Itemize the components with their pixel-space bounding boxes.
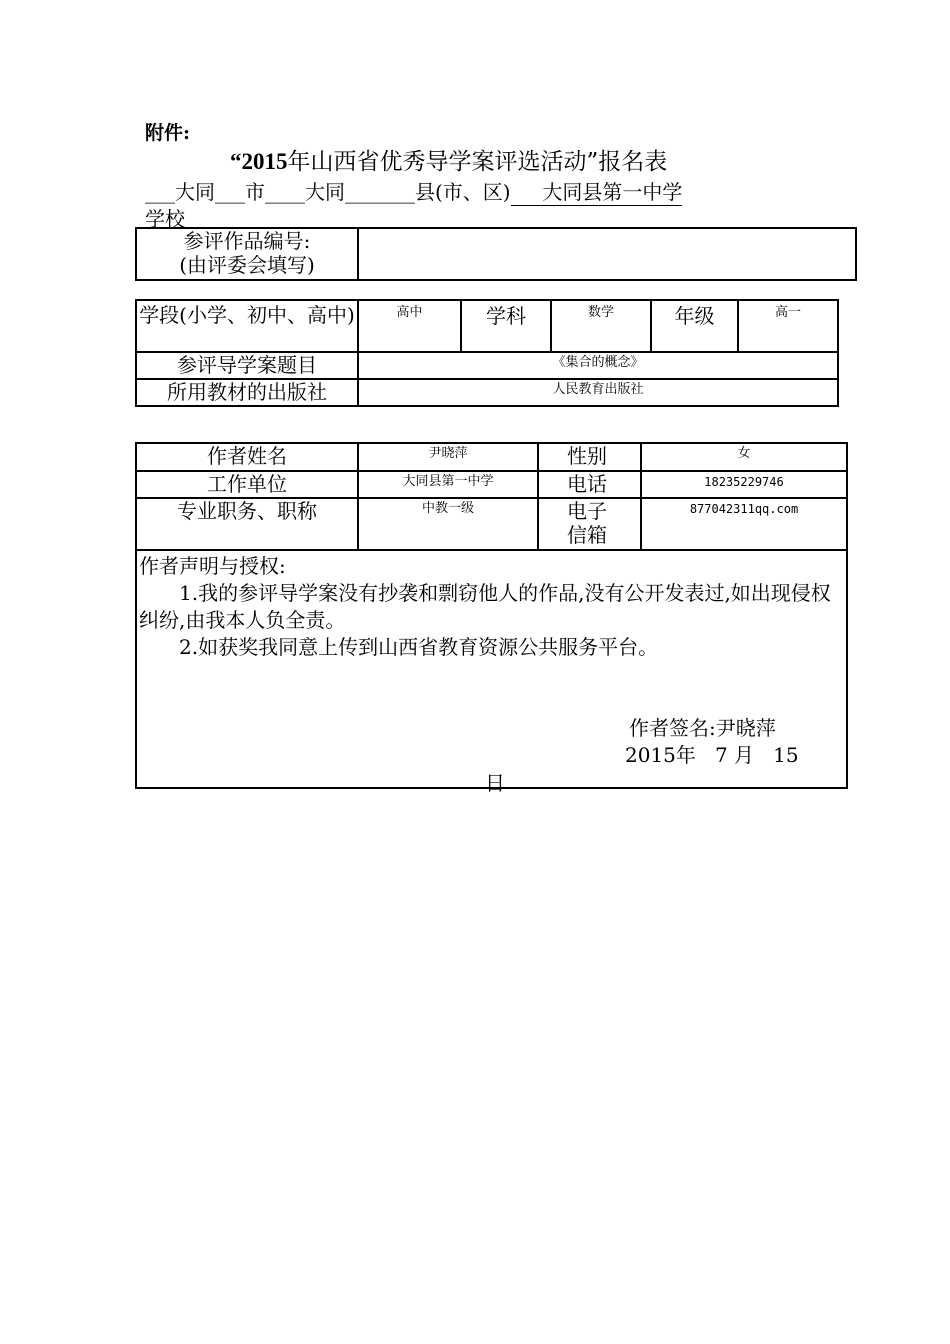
grade-label: 年级 — [651, 300, 738, 352]
phone-value: 18235229746 — [641, 471, 847, 498]
job-title-label: 专业职务、职称 — [136, 498, 358, 550]
topic-label: 参评导学案题目 — [136, 352, 358, 379]
title-year: “2015 — [230, 149, 288, 174]
school-suffix: 学校 — [145, 207, 185, 231]
email-label-text: 电子信箱 — [567, 499, 607, 547]
entry-number-label-line1: 参评作品编号: — [183, 229, 311, 253]
page-title — [230, 143, 667, 176]
work-unit-value: 大同县第一中学 — [358, 471, 538, 498]
signature-date-day: 日 — [485, 771, 505, 795]
topic-value: 《集合的概念》 — [358, 352, 838, 379]
course-info-table — [135, 299, 839, 407]
declaration-item-1: 1.我的参评导学案没有抄袭和剽窃他人的作品,没有公开发表过,如出现侵权纠纷,由我本人负全责。 — [139, 581, 831, 632]
email-value: 877042311qq.com — [641, 498, 847, 550]
subject-value: 数学 — [551, 300, 651, 352]
signature-date: 2015年 7 月 15 — [625, 743, 799, 767]
job-title-value: 中教一级 — [358, 498, 538, 550]
declaration — [137, 551, 846, 795]
stage-label: 学段(小学、初中、高中) — [136, 300, 358, 352]
email-label — [538, 498, 641, 550]
grade-value: 高一 — [738, 300, 838, 352]
county-name: 大同 — [305, 180, 345, 204]
school-name: 大同县第一中学 — [542, 180, 683, 204]
work-unit-label: 工作单位 — [136, 471, 358, 498]
gender-value: 女 — [641, 443, 847, 471]
declaration-item-2: 2.如获奖我同意上传到山西省教育资源公共服务平台。 — [179, 635, 659, 659]
title-text: 年山西省优秀导学案评选活动”报名表 — [287, 149, 668, 175]
author-signature: 作者签名:尹晓萍 — [629, 716, 776, 740]
city-name: 大同 — [175, 180, 215, 204]
location-line: ___大同___市____大同_______县(市、区) 大同县第一中学 — [145, 176, 682, 206]
declaration-heading: 作者声明与授权: — [139, 554, 286, 578]
subject-label: 学科 — [461, 300, 551, 352]
entry-number-label-line2: (由评委会填写) — [179, 253, 315, 277]
author-name-value: 尹晓萍 — [358, 443, 538, 471]
publisher-value: 人民教育出版社 — [358, 379, 838, 406]
declaration-cell — [136, 550, 847, 795]
entry-number-table — [135, 227, 857, 281]
entry-number-label — [136, 228, 358, 280]
county-suffix: 县(市、区) — [415, 180, 511, 204]
stage-value: 高中 — [358, 300, 461, 352]
author-name-label: 作者姓名 — [136, 443, 358, 471]
publisher-label: 所用教材的出版社 — [136, 379, 358, 406]
city-suffix: 市 — [245, 180, 265, 204]
phone-label: 电话 — [538, 471, 641, 498]
gender-label: 性别 — [538, 443, 641, 471]
author-info-table — [135, 442, 848, 795]
entry-number-value[interactable] — [358, 228, 856, 280]
attachment-label: 附件: — [145, 122, 191, 144]
